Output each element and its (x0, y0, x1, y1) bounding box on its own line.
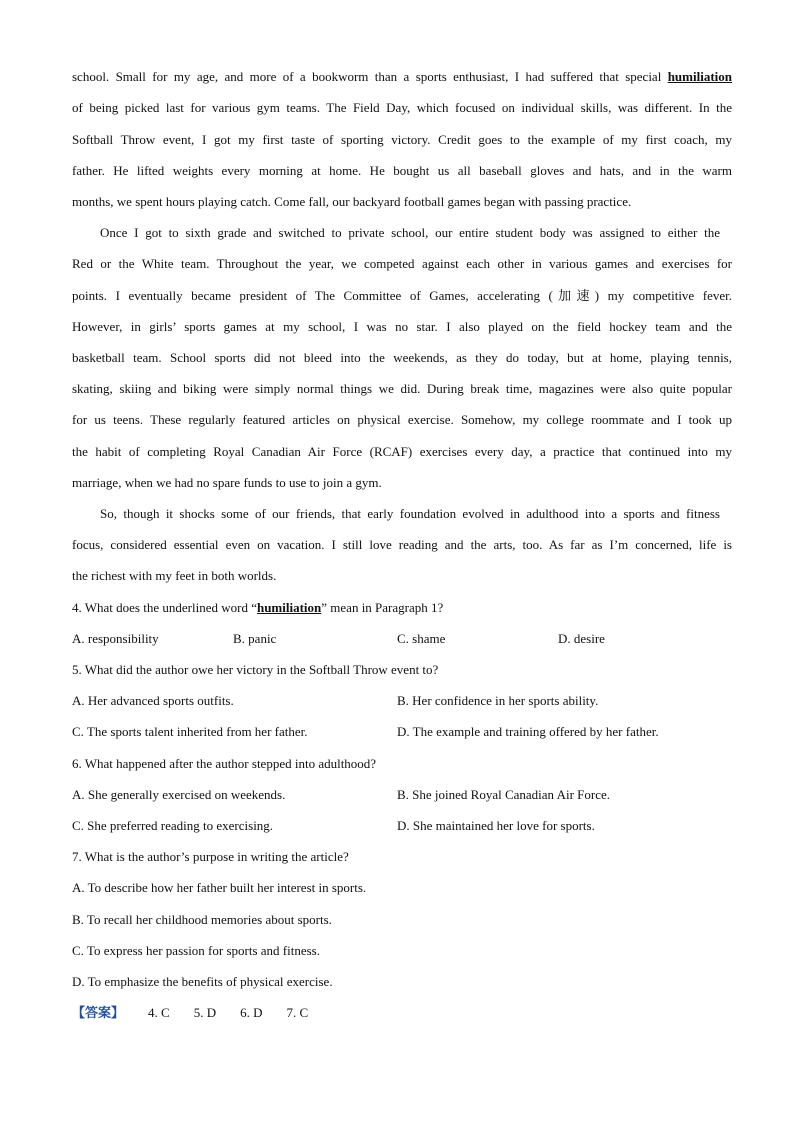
q4-option-c[interactable]: C. shame (397, 631, 446, 646)
passage-p3-line-2: focus, considered essential even on vacation. I still love reading and the arts, too. As far as I’m concerned, life is (72, 537, 732, 552)
question-4-stem (72, 600, 732, 616)
q4-option-d[interactable]: D. desire (558, 631, 605, 646)
q6-option-d[interactable]: D. She maintained her love for sports. (397, 818, 595, 833)
q7-option-d[interactable]: D. To emphasize the benefits of physical exercise. (72, 974, 333, 989)
passage-p2-line-7: for us teens. These regularly featured articles on physical exercise. Somehow, my college roommate and I took up (72, 412, 732, 427)
q4-option-a[interactable]: A. responsibility (72, 631, 159, 646)
q4-stem-before: 4. What does the underlined word “ (72, 600, 257, 615)
passage-p3-line-3: the richest with my feet in both worlds. (72, 568, 277, 583)
passage-p1-line-1 (72, 69, 732, 85)
q6-option-b[interactable]: B. She joined Royal Canadian Air Force. (397, 787, 611, 802)
passage-p1-line-3: Softball Throw event, I got my first taste of sporting victory. Credit goes to the example of my first coach, my (72, 132, 732, 147)
question-7-stem: 7. What is the author’s purpose in writing the article? (72, 849, 349, 864)
answer-q7: 7. C (286, 1005, 309, 1020)
q5-option-d[interactable]: D. The example and training offered by her father. (397, 724, 659, 739)
q4-stem-after: ” mean in Paragraph 1? (321, 600, 444, 615)
passage-p3-line-1: So, though it shocks some of our friends, that early foundation evolved in adulthood into a sports and fitness (100, 506, 720, 521)
answer-label: 【答案】 (72, 1005, 125, 1020)
answer-q6: 6. D (240, 1005, 263, 1020)
passage-p1-line-5: months, we spent hours playing catch. Come fall, our backyard football games began with passing practice. (72, 194, 632, 209)
passage-p2-line-3: points. I eventually became president of The Committee of Games, accelerating (加速) my competitive fever. (72, 288, 732, 303)
keyword-humiliation: humiliation (667, 69, 732, 84)
q7-option-a[interactable]: A. To describe how her father built her interest in sports. (72, 880, 367, 895)
q7-option-b[interactable]: B. To recall her childhood memories about sports. (72, 912, 332, 927)
answer-key (72, 1005, 308, 1021)
q5-option-b[interactable]: B. Her confidence in her sports ability. (397, 693, 599, 708)
passage-p2-line-6: skating, skiing and biking were simply normal things we did. During break time, magazines were also quite popular (72, 381, 732, 396)
passage-p2-line-1: Once I got to sixth grade and switched to private school, our entire student body was assigned to either the (100, 225, 720, 240)
answer-q4: 4. C (148, 1005, 170, 1020)
passage-p2-line-9: marriage, when we had no spare funds to use to join a gym. (72, 475, 382, 490)
q6-option-c[interactable]: C. She preferred reading to exercising. (72, 818, 274, 833)
question-5-stem: 5. What did the author owe her victory in the Softball Throw event to? (72, 662, 439, 677)
passage-p2-line-2: Red or the White team. Throughout the year, we competed against each other in various games and exercises for (72, 256, 732, 271)
passage-p2-line-5: basketball team. School sports did not bleed into the weekends, as they do today, but at home, playing tennis, (72, 350, 732, 365)
passage-p1-line-4: father. He lifted weights every morning at home. He bought us all baseball gloves and hats, and in the warm (72, 163, 732, 178)
q4-option-b[interactable]: B. panic (233, 631, 277, 646)
q4-keyword-humiliation: humiliation (256, 600, 322, 615)
p1-line1-text: school. Small for my age, and more of a bookworm than a sports enthusiast, I had suffered that special (72, 69, 668, 84)
question-6-stem: 6. What happened after the author stepped into adulthood? (72, 756, 377, 771)
answer-q5: 5. D (193, 1005, 217, 1020)
q7-option-c[interactable]: C. To express her passion for sports and fitness. (72, 943, 320, 958)
q6-option-a[interactable]: A. She generally exercised on weekends. (72, 787, 286, 802)
q5-option-c[interactable]: C. The sports talent inherited from her father. (72, 724, 308, 739)
q5-option-a[interactable]: A. Her advanced sports outfits. (72, 693, 234, 708)
passage-p2-line-8: the habit of completing Royal Canadian Air Force (RCAF) exercises every day, a practice that continued into my (72, 444, 732, 459)
passage-p1-line-2: of being picked last for various gym teams. The Field Day, which focused on individual skills, was different. In the (72, 100, 732, 115)
passage-p2-line-4: However, in girls’ sports games at my school, I was no star. I also played on the field hockey team and the (72, 319, 732, 334)
